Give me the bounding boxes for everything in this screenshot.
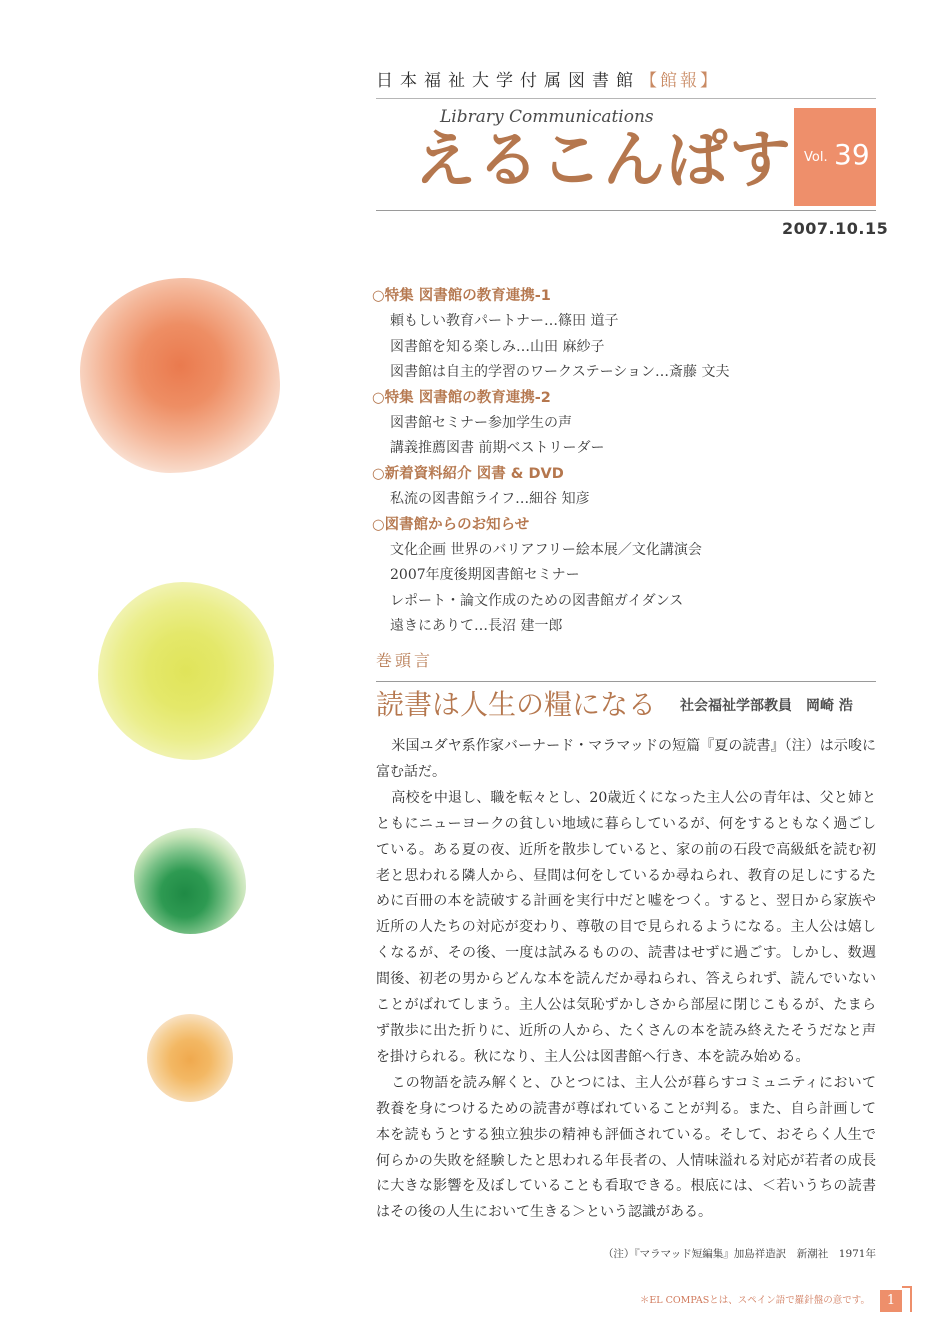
toc-heading: ○特集 図書館の教育連携-2 [372,389,551,406]
footnote: （注）『マラマッド短編集』加島祥造訳 新潮社 1971年 [602,1248,876,1260]
volume-number: 39 [834,138,870,171]
toc-heading: ○図書館からのお知らせ [372,516,530,533]
header-rule-bottom [376,210,876,211]
toc-item: 頼もしい教育パートナー…篠田 道子 [390,313,619,330]
header-rule-top [376,98,876,99]
article-paragraph: この物語を読み解くと、ひとつには、主人公が暮らすコミュニティにおいて教養を身につけるための読書が尊ばれていることが判る。また、自ら計画して本を読もうとする独立独歩の精神も評価されている。そして、おそらく人生で何らかの失敗を経験したと思われる年長者の、人情味溢れる対応が若者の成長に大きな影響を及ぼしていることも看取できる。根底には、＜若いうちの読書はその後の人生において生きる＞という認識がある。 [376,1074,876,1221]
compas-note: ＊EL COMPASとは、スペイン語で羅針盤の意です。 [639,1295,870,1306]
toc-item: 2007年度後期図書館セミナー [390,567,580,584]
library-name [376,66,720,91]
page-number: 1 [880,1290,902,1312]
bulletin-label: 【館報】 [640,71,720,91]
article-title: 読書は人生の糧になる [376,688,657,721]
library-name-text: 日本福祉大学付属図書館 [376,71,640,91]
section-label: 巻頭言 [376,651,434,670]
article-author: 社会福祉学部教員 岡崎 浩 [680,698,853,714]
yellow-watercolor-blob [98,582,274,760]
table-of-contents [372,284,892,639]
issue-date: 2007.10.15 [782,219,889,238]
toc-heading: ○特集 図書館の教育連携-1 [372,288,551,304]
green-watercolor-blob [134,828,246,934]
toc-item: レポート・論文作成のための図書館ガイダンス [390,592,684,609]
volume-label: Vol. [804,150,828,165]
toc-heading: ○新着資料紹介 図書 & DVD [372,465,564,482]
toc-item: 図書館は自主的学習のワークステーション…斎藤 文夫 [390,364,730,381]
orange-watercolor-blob [80,278,280,473]
subtitle: Library Communications [440,107,654,127]
article-paragraph: 米国ユダヤ系作家バーナード・マラマッドの短篇『夏の読書』（注）は示唆に富む話だ。 [376,738,876,780]
toc-item: 私流の図書館ライフ…細谷 知彦 [390,491,590,508]
newsletter-title: えるこんぱす [414,123,793,196]
peach-watercolor-blob [147,1014,233,1102]
toc-item: 図書館を知る楽しみ…山田 麻紗子 [390,338,605,355]
article-body [376,734,876,1226]
toc-item: 講義推薦図書 前期ベストリーダー [390,440,605,457]
page-tab-decoration [902,1286,912,1312]
toc-item: 文化企画 世界のバリアフリー絵本展／文化講演会 [390,541,702,558]
article-paragraph: 高校を中退し、職を転々とし、20歳近くになった主人公の青年は、父と姉とともにニューヨークの貧しい地域に暮らしているが、何をするともなく過ごしている。ある夏の夜、近所を散歩していると、家の前の石段で高級紙を読む初老と思われる隣人から、昼間は何をしているか尋ねられ、教育の足しにするために百冊の本を読破する計画を実行中だと嘘をつく。すると、翌日から家族や近所の人たちの対応が変わり、尊敬の目で見られるようになる。主人公は嬉しくなるが、その後、一度は試みるものの、読書はせずに過ごす。しかし、数週間後、初老の男からどんな本を読んだか尋ねられ、答えられず、読んでいないことがばれてしまう。主人公は気恥ずかしさから部屋に閉じこもるが、たまらず散歩に出た折りに、近所の人から、たくさんの本を読み終えたそうだなと声を掛けられる。秋になり、主人公は図書館へ行き、本を読み始める。 [376,789,876,1065]
toc-item: 遠きにありて…長沼 建一郎 [390,618,563,635]
toc-item: 図書館セミナー参加学生の声 [390,414,572,431]
section-rule [376,681,876,682]
